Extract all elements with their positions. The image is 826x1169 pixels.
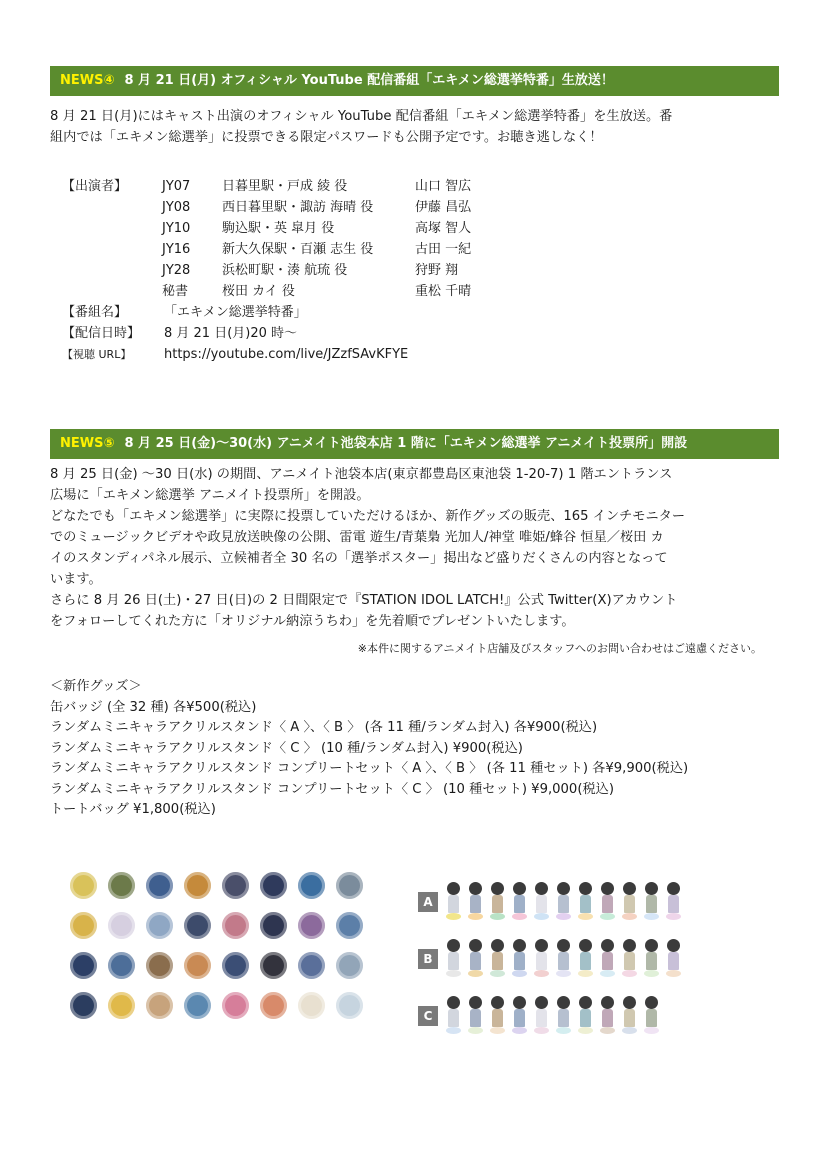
acrylic-figure (468, 939, 483, 977)
acrylic-figure (534, 882, 549, 920)
cast-label: 【出演者】 (62, 179, 128, 194)
news4-body-line: 8 月 21 日(月)にはキャスト出演のオフィシャル YouTube 配信番組「エキメン総選挙特番」を生放送。番 (50, 109, 673, 124)
badge-row (70, 872, 380, 902)
can-badge (298, 912, 325, 939)
acrylic-figure (622, 939, 637, 977)
acrylic-figure (446, 882, 461, 920)
date-label: 【配信日時】 (62, 326, 141, 341)
news5-body-line: います。 (50, 572, 102, 587)
cast-id: JY16 (162, 242, 191, 257)
can-badge (336, 912, 363, 939)
news5-body-line: をフォローしてくれた方に「オリジナル納涼うちわ」を先着順でプレゼントいたします。 (50, 614, 575, 629)
cast-row (62, 197, 535, 218)
acrylic-figure (600, 996, 615, 1034)
can-badge (336, 952, 363, 979)
acrylic-figure (556, 939, 571, 977)
acrylic-figure (490, 939, 505, 977)
news4-body-line: 組内では「エキメン総選挙」に投票できる限定パスワードも公開予定です。お聴き逃しなく！ (50, 130, 603, 145)
badge-row (70, 992, 380, 1022)
url-row (62, 344, 535, 365)
can-badge (146, 952, 173, 979)
can-badge (260, 992, 287, 1019)
goods-item: ランダムミニキャラアクリルスタンド コンプリートセット〈 C 〉 (10 種セット) ¥9,000(税込) (50, 781, 614, 797)
url-label: 【視聴 URL】 (62, 348, 132, 361)
can-badge (146, 872, 173, 899)
date-value: 8 月 21 日(月)20 時～ (164, 326, 298, 341)
can-badge (298, 952, 325, 979)
acrylic-set-label: A (418, 892, 438, 912)
acrylic-figure (600, 939, 615, 977)
news5-body-line: どなたでも「エキメン総選挙」に実際に投票していただけるほか、新作グッズの販売、165 インチモニター (50, 509, 686, 524)
cast-actor: 重松 千晴 (415, 284, 472, 299)
news5-body-line: イのスタンディパネル展示、立候補者全 30 名の「選挙ポスター」掲出など盛りだくさんの内容となって (50, 551, 668, 566)
news4-title: 8 月 21 日(月) オフィシャル YouTube 配信番組「エキメン総選挙特番」生放送！ (124, 73, 614, 88)
can-badge (298, 992, 325, 1019)
can-badge (70, 872, 97, 899)
cast-row (62, 260, 535, 281)
news4-header-bar (50, 66, 779, 96)
cast-id: JY07 (162, 179, 191, 194)
can-badge (184, 992, 211, 1019)
can-badge (222, 992, 249, 1019)
cast-role: 西日暮里駅・諏訪 海晴 役 (222, 200, 374, 215)
acrylic-figure (512, 996, 527, 1034)
program-row (62, 302, 535, 323)
url-link[interactable]: https://youtube.com/live/JZzfSAvKFYE (164, 347, 409, 362)
cast-actor: 伊藤 昌弘 (415, 200, 472, 215)
news5-body (50, 464, 782, 632)
news4-tag: NEWS④ (60, 73, 115, 88)
news4-cast-table (62, 176, 535, 365)
acrylic-figure (556, 882, 571, 920)
acrylic-figure (490, 996, 505, 1034)
acrylic-figure (512, 882, 527, 920)
cast-actor: 狩野 翔 (415, 263, 459, 278)
acrylic-figure (446, 996, 461, 1034)
can-badge (184, 952, 211, 979)
can-badge (70, 952, 97, 979)
date-row (62, 323, 535, 344)
acrylic-row (418, 994, 688, 1034)
acrylic-set-label: C (418, 1006, 438, 1026)
cast-role: 浜松町駅・湊 航琉 役 (222, 263, 348, 278)
can-badge (260, 952, 287, 979)
acrylic-figure (644, 939, 659, 977)
goods-item: ランダムミニキャラアクリルスタンド〈 C 〉 (10 種/ランダム封入) ¥900(税込) (50, 740, 523, 756)
can-badge (184, 872, 211, 899)
cast-actor: 高塚 智人 (415, 221, 472, 236)
news4-body (50, 106, 782, 148)
can-badge (70, 992, 97, 1019)
cast-row (62, 239, 535, 260)
can-badge (184, 912, 211, 939)
acrylic-figure (534, 939, 549, 977)
can-badge (298, 872, 325, 899)
cast-row (62, 218, 535, 239)
cast-role: 桜田 カイ 役 (222, 284, 295, 299)
can-badge (108, 912, 135, 939)
goods-item: ランダムミニキャラアクリルスタンド〈 A 〉、〈 B 〉 (各 11 種/ランダム封入) 各¥900(税込) (50, 720, 598, 735)
program-label: 【番組名】 (62, 305, 128, 320)
news5-body-line: 広場に「エキメン総選挙 アニメイト投票所」を開設。 (50, 488, 370, 503)
acrylic-row (418, 880, 688, 920)
cast-row (62, 281, 535, 302)
acrylic-figure (446, 939, 461, 977)
news5-title: 8 月 25 日(金)～30(水) アニメイト池袋本店 1 階に「エキメン総選挙 アニメイト投票所」開設 (124, 436, 688, 451)
can-badge (336, 872, 363, 899)
can-badge (260, 872, 287, 899)
acrylic-figure (578, 996, 593, 1034)
acrylic-figure (600, 882, 615, 920)
can-badge (260, 912, 287, 939)
can-badge (108, 952, 135, 979)
cast-role: 駒込駅・英 皐月 役 (222, 221, 335, 236)
program-value: 「エキメン総選挙特番」 (164, 305, 307, 320)
acrylic-figure (468, 996, 483, 1034)
news5-body-line: でのミュージックビデオや政見放送映像の公開、雷電 遊生/青葉梟 光加人/神堂 唯姫/蜂谷 恒星／桜田 カ (50, 530, 664, 545)
can-badge (70, 912, 97, 939)
can-badge (108, 992, 135, 1019)
can-badge (222, 952, 249, 979)
cast-role: 新大久保駅・百瀬 志生 役 (222, 242, 374, 257)
cast-id: JY10 (162, 221, 191, 236)
news5-body-line: 8 月 25 日(金) ～30 日(水) の期間、アニメイト池袋本店(東京都豊島区東池袋 1-20-7) 1 階エントランス (50, 467, 673, 482)
cast-row (62, 176, 535, 197)
acrylic-figure (644, 996, 659, 1034)
acrylic-figure (512, 939, 527, 977)
goods-heading: ＜新作グッズ＞ (50, 679, 142, 694)
can-badge (222, 912, 249, 939)
acrylic-figure (666, 939, 681, 977)
inquiry-note: ※本件に関するアニメイト店舗及びスタッフへのお問い合わせはご遠慮ください。 (357, 642, 762, 655)
cast-role: 日暮里駅・戸成 綾 役 (222, 179, 348, 194)
goods-item: トートバッグ ¥1,800(税込) (50, 802, 216, 817)
can-badge (222, 872, 249, 899)
acrylic-row (418, 937, 688, 977)
acrylic-figure (644, 882, 659, 920)
news5-body-line: さらに 8 月 26 日(土)・27 日(日)の 2 日間限定で『STATION IDOL LATCH!』公式 Twitter(X)アカウント (50, 593, 678, 608)
acrylic-figure (622, 882, 637, 920)
can-badge (336, 992, 363, 1019)
goods-item: 缶バッジ (全 32 種) 各¥500(税込) (50, 699, 257, 715)
acrylic-figure (490, 882, 505, 920)
acrylic-figure (622, 996, 637, 1034)
badge-row (70, 912, 380, 942)
cast-actor: 山口 智広 (415, 179, 472, 194)
cast-id: 秘書 (162, 284, 189, 299)
can-badge-image (70, 872, 380, 1032)
acrylic-figure (534, 996, 549, 1034)
acrylic-figure (556, 996, 571, 1034)
acrylic-figure (666, 882, 681, 920)
badge-row (70, 952, 380, 982)
acrylic-figure (468, 882, 483, 920)
acrylic-set-label: B (418, 949, 438, 969)
acrylic-figure (578, 939, 593, 977)
cast-actor: 古田 一紀 (415, 242, 472, 257)
can-badge (108, 872, 135, 899)
acrylic-stand-image (418, 880, 688, 1051)
can-badge (146, 992, 173, 1019)
acrylic-figure (578, 882, 593, 920)
goods-item: ランダムミニキャラアクリルスタンド コンプリートセット〈 A 〉、〈 B 〉 (各 11 種セット) 各¥9,900(税込) (50, 761, 689, 776)
cast-id: JY08 (162, 200, 191, 215)
news5-header-bar (50, 429, 779, 459)
goods-list (50, 677, 782, 821)
news5-tag: NEWS⑤ (60, 436, 115, 451)
cast-id: JY28 (162, 263, 191, 278)
can-badge (146, 912, 173, 939)
